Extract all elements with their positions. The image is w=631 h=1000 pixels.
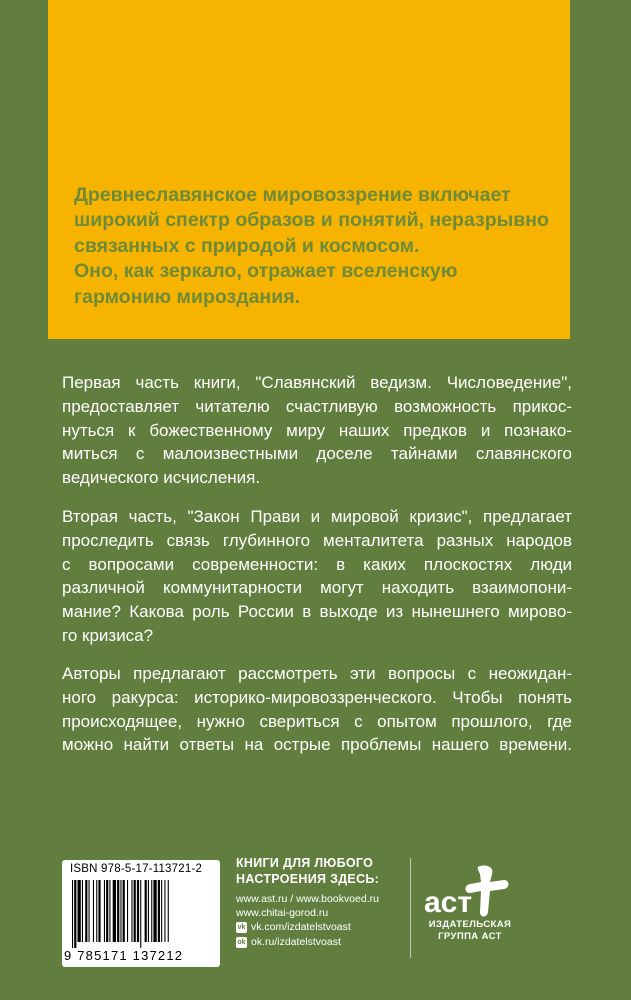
- barcode-bar: [117, 880, 119, 942]
- barcode-number: 9 785171 137212: [64, 948, 184, 963]
- panel-line: широкий спектр образов и понятий, неразрывно: [74, 209, 549, 232]
- paragraph-first-part: [62, 371, 572, 490]
- text-line: Авторы предлагают рассмотреть эти вопросы с неожидан-: [62, 664, 572, 683]
- website-link-chitai-gorod[interactable]: www.chitai-gorod.ru: [236, 907, 329, 919]
- barcode-bar: [151, 880, 152, 942]
- barcode-bar: [93, 880, 94, 942]
- barcode-bar: [158, 880, 160, 942]
- barcode-bar: [89, 880, 90, 942]
- text-line: нуться к божественному миру наших предков и познако-: [62, 420, 572, 440]
- text-line: предоставляет читателю счастливую возможность прикос-: [62, 396, 572, 416]
- social-vk[interactable]: [236, 920, 406, 935]
- text-line: миться с малоизвестными доселе тайнами славянского: [62, 444, 572, 464]
- barcode-bar: [145, 880, 147, 942]
- barcode-bar: [98, 880, 100, 942]
- barcode-bar: [82, 880, 83, 942]
- publisher-caption-line: ИЗДАТЕЛЬСКАЯ: [428, 919, 512, 930]
- barcode-bar: [161, 880, 162, 942]
- divider: [410, 858, 411, 958]
- barcode-bar: [148, 880, 149, 942]
- barcode-bar: [140, 880, 141, 948]
- ast-logo-icon: [418, 860, 518, 960]
- text-line: можно найти ответы на острые проблемы нашего времени.: [62, 735, 572, 755]
- barcode-bar: [120, 880, 121, 942]
- vk-icon: vk: [237, 924, 246, 931]
- barcode-bar: [109, 880, 110, 942]
- barcode-bar: [168, 880, 169, 942]
- panel-line: связанных с природой и космосом.: [74, 234, 420, 257]
- text-line: ведического исчисления.: [62, 468, 261, 488]
- isbn-barcode: [62, 860, 220, 967]
- barcode-bar: [131, 880, 132, 942]
- paragraph-second-part: [62, 505, 572, 648]
- barcode-bar: [85, 880, 87, 942]
- ast-logo-mark: аст: [424, 886, 473, 919]
- barcode-bar: [137, 880, 139, 942]
- barcode-icon: [70, 880, 212, 948]
- vk-link[interactable]: vk.com/izdatelstvoast: [251, 921, 351, 933]
- panel-quote: [74, 183, 554, 310]
- text-line: го кризиса?: [62, 625, 154, 645]
- isbn-label: ISBN 978-5-17-113721-2: [70, 863, 203, 875]
- barcode-bar: [164, 880, 165, 942]
- barcode-bar: [153, 880, 156, 942]
- paragraph-authors: [62, 662, 572, 757]
- barcode-bar: [106, 880, 108, 942]
- barcode-bar: [127, 880, 128, 942]
- text-line: происходящее, нужно свериться с опытом прошлого, где: [62, 711, 572, 731]
- bookstores-title: [236, 856, 406, 887]
- bookstores-title-line: КНИГИ ДЛЯ ЛЮБОГО: [236, 856, 374, 870]
- text-line: ного ракурса: историко-мировоззренческого. Чтобы понять: [62, 687, 572, 707]
- publisher-caption: [415, 919, 525, 943]
- text-line: проследить связь глубинного менталитета разных народов: [62, 530, 572, 550]
- social-ok[interactable]: [236, 935, 406, 950]
- text-line: мание? Какова роль России в выходе из нынешнего мирово-: [62, 602, 572, 622]
- panel-line: гармонию мироздания.: [74, 285, 300, 308]
- text-line: Первая часть книги, "Славянский ведизм. Числоведение",: [62, 373, 572, 392]
- text-line: с вопросами современности: в каких плоскостях люди: [62, 554, 572, 574]
- barcode-bar: [74, 880, 76, 948]
- panel-line: Оно, как зеркало, отражает вселенскую: [74, 260, 458, 283]
- bookstores-title-line: НАСТРОЕНИЯ ЗДЕСЬ:: [236, 871, 380, 886]
- barcode-bar: [104, 880, 105, 942]
- bookstores-block: [236, 856, 406, 950]
- barcode-bar: [96, 880, 97, 942]
- barcode-bar: [72, 880, 73, 948]
- website-links[interactable]: www.ast.ru / www.bookvoed.ru: [236, 893, 379, 905]
- barcode-bar: [113, 880, 116, 942]
- text-line: Вторая часть, "Закон Прави и мировой кризис", предлагает: [62, 507, 572, 526]
- odnoklassniki-icon: ok: [237, 939, 246, 946]
- text-line: различной коммунитарности могут находить взаимопони-: [62, 578, 572, 598]
- barcode-bar: [134, 880, 136, 942]
- barcode-bar: [78, 880, 81, 942]
- panel-line: Древнеславянское мировоззрение включает: [74, 184, 511, 206]
- publisher-caption-line: ГРУППА АСТ: [438, 931, 502, 942]
- ok-link[interactable]: ok.ru/izdatelstvoast: [251, 936, 341, 948]
- barcode-bar: [123, 880, 125, 942]
